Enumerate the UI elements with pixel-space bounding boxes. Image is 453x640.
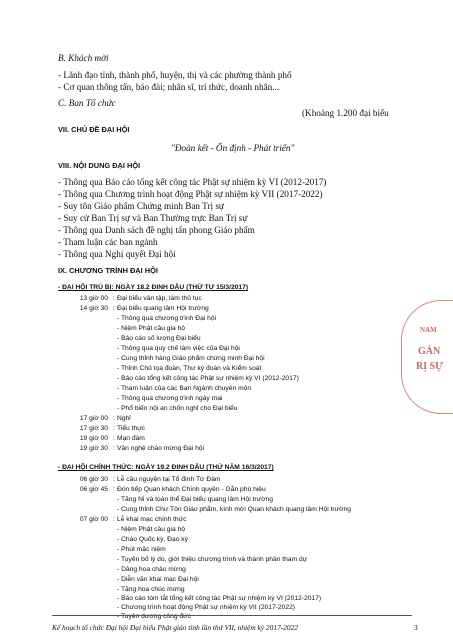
schedule-time: 17 giờ 00 xyxy=(79,415,108,422)
schedule-item: Đại biểu quang lâm Hội trường xyxy=(117,305,209,312)
document-page: B. Khách mời - Lãnh đạo tỉnh, thành phố, huyện, thị và các phường thành phố - Cơ quan thông tấn, báo đài; nhân sĩ, trí thức, doanh nhân... C. Ban Tổ chức (Khoảng 1.200 đại biểu VII. CHỦ ĐỀ ĐẠI HỘI "Đoàn kết - Ổn định - Phát triển" VIII. NỘI DUNG ĐẠI HỘI - Thông qua Báo cáo tổng kết công tác Phật sự nhiệm kỳ VI (2012-2017) - Thông qua Chương trình hoạt động Phật sự nhiệm kỳ VII (2017-2022) - Suy tôn Giáo phẩm Chứng minh Ban Trị sự - Suy cử Ban Trị sự và Ban Thường trực Ban Trị sự - Thông qua Danh sách đề nghị tấn phong Giáo phẩm - Tham luận các ban ngành - Thông qua Nghị quyết Đại hội IX. CHƯƠNG TRÌNH ĐẠI HỘI - ĐẠI HỘI TRÙ BỊ: NGÀY 18.2 ĐINH DẬU (THỨ TƯ 15/3/2017) 13 giờ 00 : Đại biểu vân tập, làm thủ tục 14 giờ 30 : Đại biểu quang lâm Hội trường - Thông qua chương trình Đại hội - Niệm Phật cầu gia hộ - Báo cáo số lượng Đại biểu - Thông qua quy chế làm việc của Đại hội - Cung thỉnh hàng Giáo phẩm chứng minh Đại hội - Thỉnh Chủ tọa đoàn, Thư ký đoàn và Kiểm soát - Báo cáo tổng kết công tác Phật sự nhiệm kỳ VI (2012-2017) - Tham luận của các Ban Ngành chuyên môn - Thông qua chương trình ngày mai - Phổ biến nội an chốn nghỉ cho Đại biểu 17 giờ 00 : Nghỉ 17 giờ 30 : Tiểu thực 19 giờ 00 : Mạn đàm 19 giờ 30 : Văn nghệ chào mừng Đại hội - ĐẠI HỘI CHÍNH THỨC: NGÀY 19.2 ĐINH DẬU (THỨ NĂM 16/3/2017) 06 giờ 30 : Lễ cầu nguyện tại Tổ đình Từ Đàm 06 giờ 45 : Đón tiếp Quan khách Chính quyền - Gắn phù hiệu - Tăng Ni và toàn thể Đại biểu quang lâm Hội trường - Cung thỉnh Chư Tôn Giáo phẩm, kính mời Quan khách quang lâm Hội trường 07 giờ 00 : Lễ khai mạc chính thức - Niệm Phật cầu gia hộ - Chào Quốc kỳ, Đạo kỳ - Phút mặc niệm - Tuyên bố lý do, giới thiệu chương trình và thành phần tham dự - Dâng hoa chào mừng - Diễn văn khai mạc Đại hội - Tặng hoa chúc mừng - Báo cáo tóm tắt tổng kết công tác Phật sự nhiệm kỳ VI (2012-2017) - Chương trình hoạt động Phật sự nhiệm kỳ VII (2017-2022) - Tuyên dương công đức Kế hoạch tổ chức Đại hội Đại biểu Phật giáo tỉnh lần thứ VII, nhiệm kỳ 2017-2022 3 NAM GÁN RỊ SỰ xyxy=(0,0,453,640)
stamp-text: NAM xyxy=(420,326,437,334)
schedule-time: 13 giờ 00 xyxy=(79,295,108,302)
content-item: - Suy cử Ban Trị sự và Ban Thường trực Ban Trị sự xyxy=(58,213,248,223)
schedule-item: - Niệm Phật cầu gia hộ xyxy=(117,526,186,533)
content-item: - Tham luận các ban ngành xyxy=(58,237,158,247)
program-heading: IX. CHƯƠNG TRÌNH ĐẠI HỘI xyxy=(58,266,158,275)
schedule-item: Nghỉ xyxy=(117,415,131,422)
schedule-item: - Cung thỉnh Chư Tôn Giáo phẩm, kính mời Quan khách quang lâm Hội trường xyxy=(117,506,351,513)
organizers-heading: C. Ban Tổ chức xyxy=(58,98,116,108)
schedule-time: 06 giờ 30 xyxy=(79,476,108,483)
schedule-item: - Báo cáo tóm tắt tổng kết công tác Phật sự nhiệm kỳ VI (2012-2017) xyxy=(117,595,322,602)
schedule-item: - Báo cáo tổng kết công tác Phật sự nhiệm kỳ VI (2012-2017) xyxy=(117,375,299,382)
schedule-item: - Thông qua chương trình Đại hội xyxy=(117,315,217,322)
schedule-time: 07 giờ 00 xyxy=(79,516,108,523)
footer-text: Kế hoạch tổ chức Đại hội Đại biểu Phật giáo tỉnh lần thứ VII, nhiệm kỳ 2017-2022 xyxy=(52,623,298,632)
schedule-time: 06 giờ 45 xyxy=(79,486,108,493)
footer-divider xyxy=(52,615,412,616)
official-session-heading: - ĐẠI HỘI CHÍNH THỨC: NGÀY 19.2 ĐINH DẬU (THỨ NĂM 16/3/2017) xyxy=(58,464,274,471)
schedule-item: - Báo cáo số lượng Đại biểu xyxy=(117,335,201,342)
schedule-item: - Tuyên dương công đức xyxy=(117,613,191,620)
delegate-count: (Khoảng 1.200 đại biểu xyxy=(302,108,389,118)
schedule-item: - Tuyên bố lý do, giới thiệu chương trình và thành phần tham dự xyxy=(117,556,308,563)
content-item: - Thông qua Chương trình hoạt động Phật sự nhiệm kỳ VII (2017-2022) xyxy=(58,189,323,199)
stamp-text: GÁN xyxy=(418,346,441,357)
schedule-item: - Thông qua chương trình ngày mai xyxy=(117,395,223,402)
guests-item: - Cơ quan thông tấn, báo đài; nhân sĩ, trí thức, doanh nhân... xyxy=(58,82,280,92)
preparatory-session-heading: - ĐẠI HỘI TRÙ BỊ: NGÀY 18.2 ĐINH DẬU (THỨ TƯ 15/3/2017) xyxy=(58,284,249,291)
theme-slogan: "Đoàn kết - Ổn định - Phát triển" xyxy=(171,143,295,153)
schedule-item: Tiểu thực xyxy=(117,425,146,432)
guests-item: - Lãnh đạo tỉnh, thành phố, huyện, thị và các phường thành phố xyxy=(58,70,292,80)
page-number: 3 xyxy=(414,623,418,632)
schedule-item: Văn nghệ chào mừng Đại hội xyxy=(117,445,205,452)
schedule-item: Đón tiếp Quan khách Chính quyền - Gắn phù hiệu xyxy=(117,486,266,493)
schedule-item: - Cung thỉnh hàng Giáo phẩm chứng minh Đại hội xyxy=(117,355,265,362)
theme-heading: VII. CHỦ ĐỀ ĐẠI HỘI xyxy=(58,125,130,134)
schedule-item: - Niệm Phật cầu gia hộ xyxy=(117,325,186,332)
schedule-item: Mạn đàm xyxy=(117,435,145,442)
schedule-item: Lễ cầu nguyện tại Tổ đình Từ Đàm xyxy=(117,476,221,483)
stamp-text: RỊ SỰ xyxy=(416,361,444,372)
schedule-item: Đại biểu vân tập, làm thủ tục xyxy=(117,295,202,302)
schedule-item: - Dâng hoa chào mừng xyxy=(117,566,186,573)
schedule-item: - Chương trình hoạt động Phật sự nhiệm kỳ VII (2017-2022) xyxy=(117,604,296,611)
schedule-item: - Diễn văn khai mạc Đại hội xyxy=(117,576,199,583)
schedule-time: 14 giờ 30 xyxy=(79,305,108,312)
schedule-item: - Phổ biến nội an chốn nghỉ cho Đại biểu xyxy=(117,405,238,412)
schedule-item: - Chào Quốc kỳ, Đạo kỳ xyxy=(117,536,188,543)
schedule-item: Lễ khai mạc chính thức xyxy=(117,516,187,523)
content-item: - Thông qua Danh sách đề nghị tấn phong Giáo phẩm xyxy=(58,225,255,235)
schedule-item: - Tham luận của các Ban Ngành chuyên môn xyxy=(117,385,252,392)
seal-stamp xyxy=(401,300,453,414)
content-item: - Thông qua Nghị quyết Đại hội xyxy=(58,249,176,259)
schedule-item: - Tặng hoa chúc mừng xyxy=(117,586,185,593)
schedule-item: - Thỉnh Chủ tọa đoàn, Thư ký đoàn và Kiểm soát xyxy=(117,365,262,372)
schedule-time: 19 giờ 00 xyxy=(79,435,108,442)
guests-heading: B. Khách mời xyxy=(58,53,109,63)
content-item: - Suy tôn Giáo phẩm Chứng minh Ban Trị sự xyxy=(58,201,224,211)
schedule-item: - Thông qua quy chế làm việc của Đại hội xyxy=(117,345,240,352)
schedule-item: - Tăng Ni và toàn thể Đại biểu quang lâm Hội trường xyxy=(117,496,273,503)
schedule-time: 19 giờ 30 xyxy=(79,445,108,452)
content-item: - Thông qua Báo cáo tổng kết công tác Phật sự nhiệm kỳ VI (2012-2017) xyxy=(58,177,327,187)
content-heading: VIII. NỘI DUNG ĐẠI HỘI xyxy=(58,161,141,170)
schedule-item: - Phút mặc niệm xyxy=(117,546,166,553)
schedule-time: 17 giờ 30 xyxy=(79,425,108,432)
